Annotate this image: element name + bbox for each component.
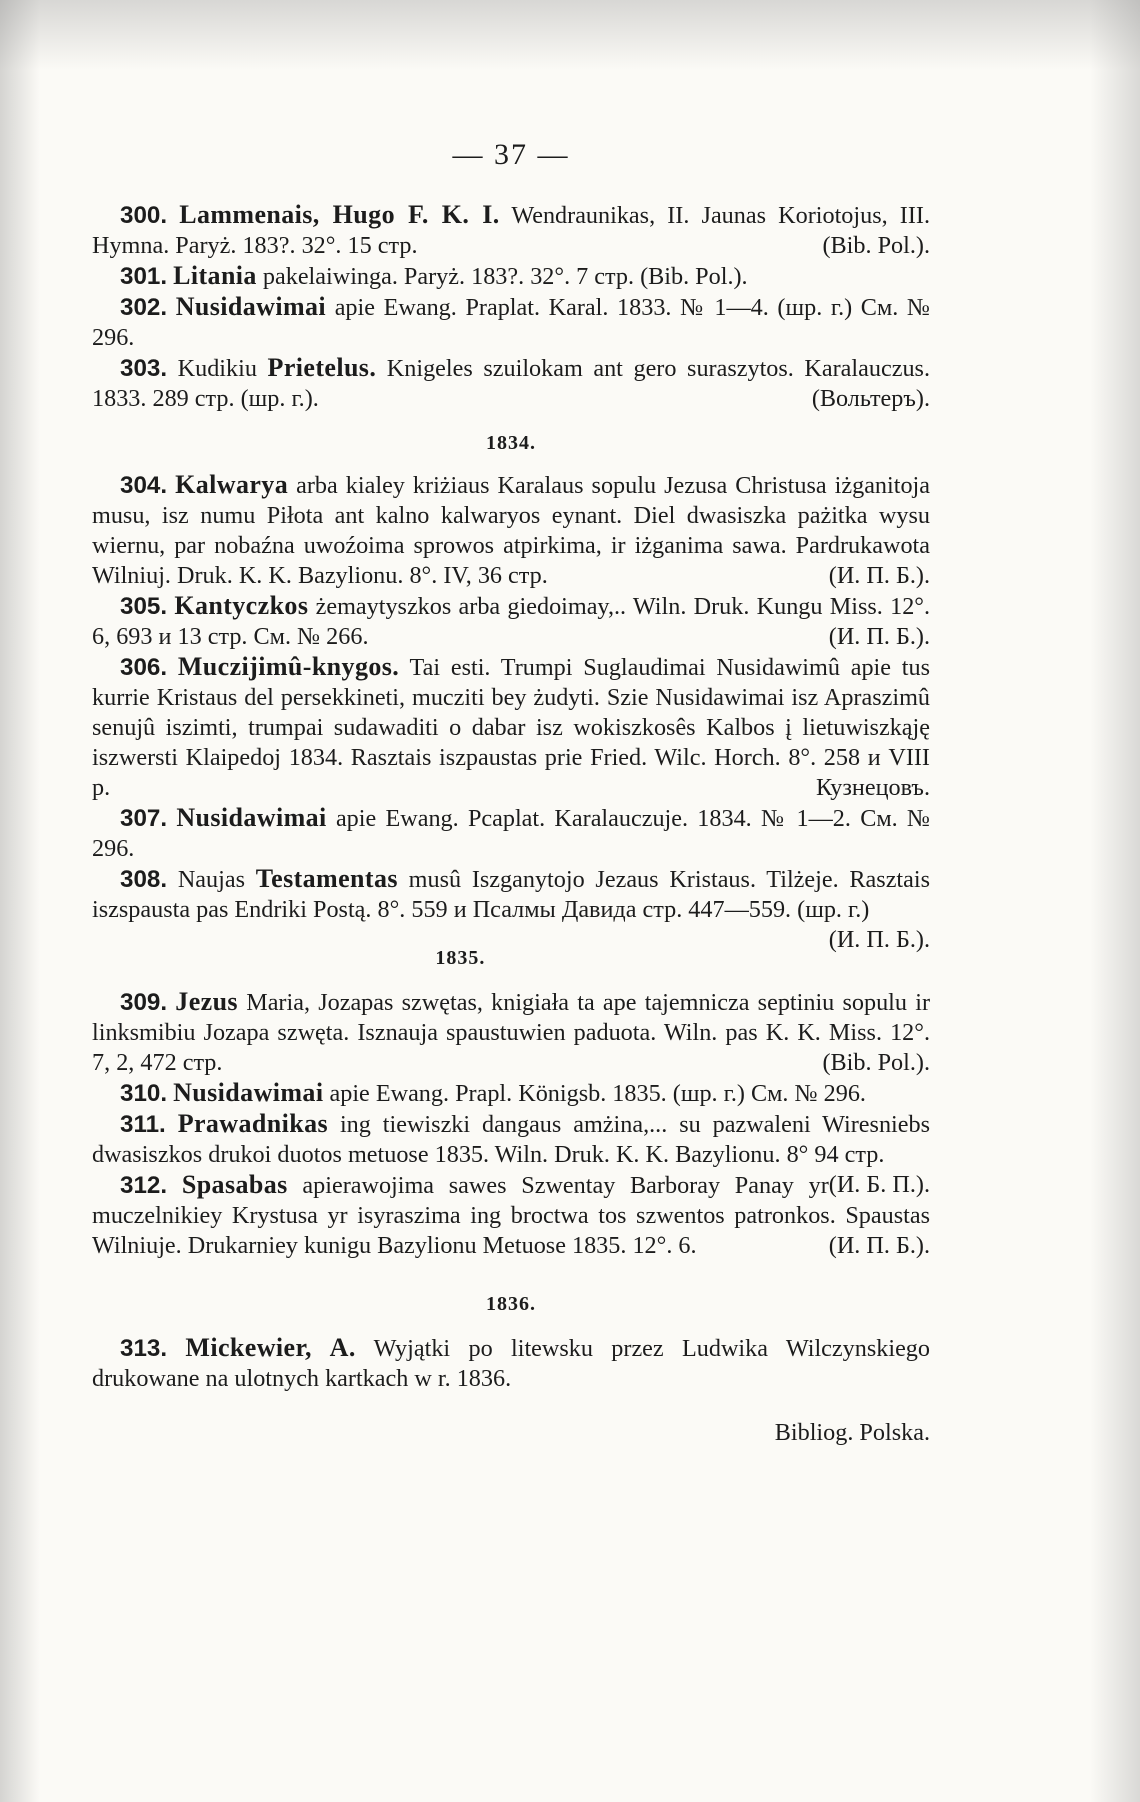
entry-number: 310. [120,1080,168,1107]
entry-312 [92,1170,930,1261]
entry-305 [92,591,930,652]
entry-prefix: Naujas [177,866,246,893]
entry-301 [92,261,930,292]
entry-title: Testamentas [255,864,398,893]
entry-text: apie Ewang. Prapl. Königsb. 1835. (шр. г.) См. № 296. [329,1080,866,1107]
year-heading-1836: 1836. [486,1293,536,1315]
entry-306 [92,652,930,803]
entry-308 [92,864,931,953]
entry-title: Lammenais, Hugo F. K. I. [179,200,500,229]
entry-number: 302. [120,294,168,321]
entry-source: (И. П. Б.). [828,926,930,953]
entry-text: musû Iszganytojo Jezaus Kristaus. Tilżeje. Rasztais iszspausta pas Endriki Postą. 8°. 559 и Псалмы Давида стр. 447—559. (шр. г.) [92,866,931,923]
entry-304 [92,470,930,591]
entry-title: Prietelus. [267,353,377,382]
entry-number: 311. [120,1111,166,1138]
year-heading-1835: 1835. [435,947,486,969]
entry-number: 308. [120,866,168,893]
entry-text: arba kialey kriżiaus Karalaus sopulu Jezusa Christusa iżganitoja musu, isz numu Piłota ant kalno kalwaryos eynant. Diel dwasiszka pażitka wysu wiernu, par nobaźna uwoźoima sprowos atpirkima, ir iżganima sawa. Pardrukawota Wilniuj. Druk. K. K. Bazylionu. 8°. IV, 36 стр. [92,472,931,589]
entry-307 [92,803,930,864]
entry-302 [92,292,930,353]
entry-text: Tai esti. Trumpi Suglaudimai Nusidawimû apie tus kurrie Kristaus del persekkineti, mucziti bey żudyti. Szie Nusidawimai isz Apraszimû senujû iszimti, trumpai sudawaditi o dabar isz wokiszkosês Kalbos į lietuwiszkąję iszwersti Klaipedoj 1834. Rasztais iszpaustas prie Fried. Wilc. Horch. 8°. 258 и VIII p. [92,654,930,801]
entry-title: Kantyczkos [174,591,309,620]
entry-source: (И. П. Б.). [828,1232,930,1259]
entry-source: (И. П. Б.). [828,562,930,589]
entry-title: Nusidawimai [176,803,327,832]
entry-source: (Bib. Pol.). [822,1049,930,1076]
entry-300 [92,200,930,261]
entry-text: apierawojima sawes Szwentay Barboray Panay yr muczelnikiey Krystusa yr isyraszima ing broctwa tos szwentos patronkos. Spaustas Wilniuje. Drukarniey kunigu Bazylionu Metuose 1835. 12°. 6. [92,1172,930,1259]
entry-source: Кузнецовъ. [815,774,930,801]
entry-310 [92,1078,930,1109]
entry-title: Spasabas [181,1170,288,1199]
entry-number: 309. [120,989,168,1016]
entry-number: 300. [120,202,168,229]
entry-prefix: Kudikiu [177,355,257,382]
entry-text: apie Ewang. Praplat. Karal. 1833. № 1—4. (шр. г.) См. № 296. [92,294,931,351]
entry-number: 306. [120,654,168,681]
entry-source: (Bib. Pol.). [822,232,930,259]
entry-title: Jezus [175,987,238,1016]
entry-text: Maria, Jozapas szwętas, knigiała ta ape tajemnicza septiniu sopulu ir linksmibiu Jozapa szwęta. Isznauja spaustuwien paduota. Wiln. pas K. K. Miss. 12°. 7, 2, 472 стр. [92,989,930,1076]
entry-309 [92,987,930,1078]
entry-title: Nusidawimai [173,1078,324,1107]
entry-number: 303. [120,355,168,382]
entry-title: Kalwarya [175,470,289,499]
entry-text: Wyjątki po litewsku przez Ludwika Wilczynskiego drukowane na ulotnych kartkach w r. 1836. [92,1335,930,1392]
entry-number: 312. [120,1172,168,1199]
entry-text: żemaytyszkos arba giedoimay,.. Wiln. Druk. Kungu Miss. 12°. 6, 693 и 13 стр. См. № 266. [92,593,931,650]
entry-number: 301. [120,263,168,290]
entry-text: pakelaiwinga. Paryż. 183?. 32°. 7 стр. (Bib. Pol.). [262,263,748,290]
entry-title: Prawadnikas [177,1109,329,1138]
entry-313 [92,1333,930,1394]
entry-text: Wendraunikas, II. Jaunas Koriotojus, III. Hymna. Paryż. 183?. 32°. 15 стр. [92,202,930,259]
entry-source: (И. Б. П.). [828,1171,930,1198]
entry-number: 313. [120,1335,168,1362]
scan-shadow-left [0,0,40,1802]
entry-text: ing tiewiszki dangaus amżina,... su pazwaleni Wiresniebs dwasiszkos drukoi duotos metuose 1835. Wiln. Druk. K. K. Bazylionu. 8° 94 стр. [92,1111,931,1168]
entry-source: (И. П. Б.). [828,623,930,650]
entry-title: Litania [173,261,257,290]
entry-text: Knigeles szuilokam ant gero suraszytos. Karalauczus. 1833. 289 стр. (шр. г.). [92,355,930,412]
entry-303 [92,353,930,414]
entry-number: 304. [120,472,168,499]
entry-title: Mickewier, A. [185,1333,356,1362]
entry-text: apie Ewang. Pcaplat. Karalauczuje. 1834. № 1—2. См. № 296. [92,805,931,862]
entry-source: Bibliog. Polska. [774,1419,930,1447]
scan-shadow-right [1090,0,1140,1802]
scan-shadow-top [0,0,1140,70]
entry-source: (Вольтеръ). [811,385,930,412]
entry-title: Muczijimû-knygos. [177,652,400,681]
bibliography-content [92,200,930,1472]
entry-title: Nusidawimai [175,292,327,321]
entry-number: 305. [120,593,168,620]
entry-number: 307. [120,805,168,832]
year-heading-1834: 1834. [486,432,536,454]
page-number: — 37 — [452,138,570,171]
